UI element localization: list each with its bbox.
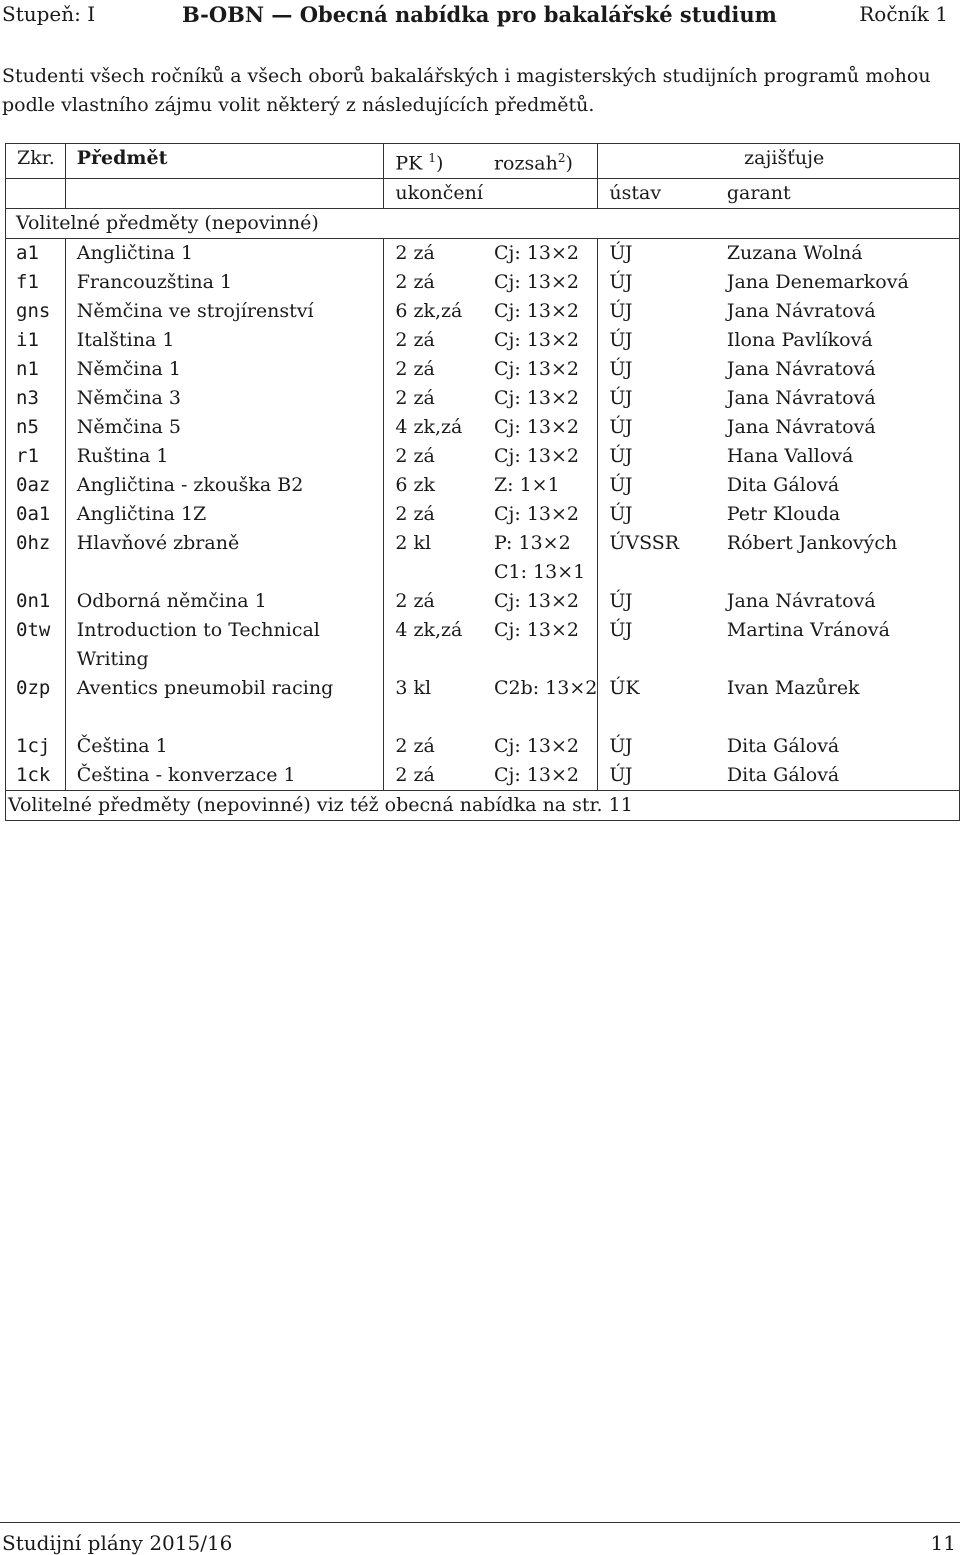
course-name: Introduction to Technical Writing bbox=[65, 616, 384, 674]
course-institute: ÚJ bbox=[609, 474, 633, 497]
course-garant: Dita Gálová bbox=[716, 471, 960, 500]
course-garant: Ilona Pavlíková bbox=[716, 326, 960, 355]
head-predmet: Předmět bbox=[65, 144, 384, 179]
course-name: Němčina 1 bbox=[65, 355, 384, 384]
course-name: Aventics pneumobil racing bbox=[65, 674, 384, 703]
course-range-secondary: C1: 13×1 bbox=[493, 561, 586, 584]
course-pk: 2 zá bbox=[395, 764, 435, 787]
page-number: 11 bbox=[930, 1531, 956, 1555]
table-head-row-2 bbox=[6, 179, 960, 209]
course-range-primary: Cj: 13×2 bbox=[493, 329, 580, 352]
course-range bbox=[483, 761, 598, 791]
course-range bbox=[483, 326, 598, 355]
course-name: Němčina 5 bbox=[65, 413, 384, 442]
course-garant: Dita Gálová bbox=[716, 761, 960, 791]
table-row bbox=[6, 442, 960, 471]
course-pk: 2 zá bbox=[395, 329, 435, 352]
course-pk: 2 zá bbox=[395, 590, 435, 613]
course-range bbox=[483, 732, 598, 761]
course-range bbox=[483, 529, 598, 587]
course-garant: Hana Vallová bbox=[716, 442, 960, 471]
course-range-primary: Cj: 13×2 bbox=[493, 271, 580, 294]
course-range bbox=[483, 384, 598, 413]
table-row bbox=[6, 732, 960, 761]
course-range bbox=[483, 500, 598, 529]
footer-title: Studijní plány 2015/16 bbox=[2, 1531, 233, 1555]
table-row bbox=[6, 297, 960, 326]
course-name: Angličtina 1Z bbox=[65, 500, 384, 529]
course-name: Němčina ve strojírenství bbox=[65, 297, 384, 326]
course-institute: ÚJ bbox=[609, 503, 633, 526]
course-range-primary: Z: 1×1 bbox=[493, 474, 560, 497]
course-code: 0hz bbox=[6, 529, 66, 587]
course-name: Čeština - konverzace 1 bbox=[65, 761, 384, 791]
head-pk: PK $^1$) bbox=[384, 144, 483, 179]
course-code: n3 bbox=[6, 384, 66, 413]
table-row bbox=[6, 471, 960, 500]
course-range-primary: Cj: 13×2 bbox=[493, 445, 580, 468]
table-row bbox=[6, 268, 960, 297]
table-row bbox=[6, 674, 960, 703]
course-garant: Ivan Mazůrek bbox=[716, 674, 960, 703]
course-garant: Róbert Jankových bbox=[716, 529, 960, 587]
table-head-row-1 bbox=[6, 144, 960, 179]
course-garant: Dita Gálová bbox=[716, 732, 960, 761]
course-range bbox=[483, 674, 598, 703]
course-pk: 3 kl bbox=[395, 677, 432, 700]
course-code: a1 bbox=[6, 239, 66, 269]
course-institute: ÚJ bbox=[609, 735, 633, 758]
courses-table bbox=[5, 143, 960, 821]
course-range-primary: Cj: 13×2 bbox=[493, 503, 580, 526]
course-name: Hlavňové zbraně bbox=[65, 529, 384, 587]
course-range-primary: P: 13×2 bbox=[493, 532, 571, 555]
course-pk: 2 zá bbox=[395, 358, 435, 381]
section-row bbox=[6, 209, 960, 239]
course-name: Italština 1 bbox=[65, 326, 384, 355]
course-range-primary: Cj: 13×2 bbox=[493, 300, 580, 323]
course-name: Odborná němčina 1 bbox=[65, 587, 384, 616]
course-garant: Jana Návratová bbox=[716, 413, 960, 442]
course-pk: 2 zá bbox=[395, 445, 435, 468]
header-year: Ročník 1 bbox=[859, 2, 948, 26]
course-code: 0zp bbox=[6, 674, 66, 703]
course-institute: ÚJ bbox=[609, 416, 633, 439]
course-code: i1 bbox=[6, 326, 66, 355]
course-pk: 4 zk,zá bbox=[395, 619, 463, 642]
course-garant: Jana Návratová bbox=[716, 587, 960, 616]
course-garant: Zuzana Wolná bbox=[716, 239, 960, 269]
course-range bbox=[483, 239, 598, 269]
course-code: gns bbox=[6, 297, 66, 326]
course-range-primary: Cj: 13×2 bbox=[493, 735, 580, 758]
table-row bbox=[6, 529, 960, 587]
course-code: 0n1 bbox=[6, 587, 66, 616]
course-institute: ÚJ bbox=[609, 300, 633, 323]
course-garant: Petr Klouda bbox=[716, 500, 960, 529]
course-code: 0tw bbox=[6, 616, 66, 674]
course-garant: Jana Návratová bbox=[716, 384, 960, 413]
course-institute: ÚJ bbox=[609, 764, 633, 787]
course-range-primary: Cj: 13×2 bbox=[493, 387, 580, 410]
course-name: Angličtina 1 bbox=[65, 239, 384, 269]
table-row bbox=[6, 355, 960, 384]
course-code: n1 bbox=[6, 355, 66, 384]
course-institute: ÚJ bbox=[609, 590, 633, 613]
course-name: Francouzština 1 bbox=[65, 268, 384, 297]
course-pk: 4 zk,zá bbox=[395, 416, 463, 439]
table-row bbox=[6, 500, 960, 529]
course-institute: ÚJ bbox=[609, 271, 633, 294]
table-footnote: Volitelné předměty (nepovinné) viz též obecná nabídka na str. 11 bbox=[6, 791, 960, 821]
header-level: Stupeň: I bbox=[2, 2, 96, 26]
table-row bbox=[6, 616, 960, 674]
course-pk: 2 zá bbox=[395, 271, 435, 294]
course-institute: ÚJ bbox=[609, 387, 633, 410]
head-rozsah: rozsah$^2$) bbox=[483, 144, 598, 179]
head-ukonceni: ukončení bbox=[384, 179, 483, 209]
course-code: 0az bbox=[6, 471, 66, 500]
course-pk: 6 zk,zá bbox=[395, 300, 463, 323]
course-range bbox=[483, 587, 598, 616]
course-pk: 2 zá bbox=[395, 387, 435, 410]
page-footer bbox=[0, 1522, 960, 1555]
intro-text: Studenti všech ročníků a všech oborů bakalářských i magisterských studijních programů mohou podle vlastního zájmu volit některý z následujících předmětů. bbox=[2, 65, 931, 116]
course-pk: 2 zá bbox=[395, 242, 435, 265]
course-name: Ruština 1 bbox=[65, 442, 384, 471]
course-code: 1cj bbox=[6, 732, 66, 761]
course-pk: 2 zá bbox=[395, 503, 435, 526]
course-garant: Martina Vránová bbox=[716, 616, 960, 674]
course-institute: ÚJ bbox=[609, 358, 633, 381]
course-range bbox=[483, 442, 598, 471]
course-institute: ÚVSSR bbox=[609, 532, 680, 555]
course-pk: 6 zk bbox=[395, 474, 435, 497]
table-row bbox=[6, 384, 960, 413]
course-range bbox=[483, 471, 598, 500]
course-range-primary: Cj: 13×2 bbox=[493, 358, 580, 381]
table-row bbox=[6, 239, 960, 269]
course-range bbox=[483, 268, 598, 297]
page-header bbox=[0, 0, 960, 28]
course-pk: 2 kl bbox=[395, 532, 432, 555]
course-code: r1 bbox=[6, 442, 66, 471]
course-code: f1 bbox=[6, 268, 66, 297]
course-name: Němčina 3 bbox=[65, 384, 384, 413]
course-institute: ÚJ bbox=[609, 619, 633, 642]
course-garant: Jana Návratová bbox=[716, 355, 960, 384]
course-range-primary: Cj: 13×2 bbox=[493, 242, 580, 265]
course-range bbox=[483, 297, 598, 326]
course-institute: ÚJ bbox=[609, 329, 633, 352]
course-range-primary: Cj: 13×2 bbox=[493, 590, 580, 613]
head-garant: garant bbox=[716, 179, 960, 209]
course-range-primary: Cj: 13×2 bbox=[493, 619, 580, 642]
head-zajistuje: zajišťuje bbox=[598, 144, 960, 179]
course-garant: Jana Denemarková bbox=[716, 268, 960, 297]
course-pk: 2 zá bbox=[395, 735, 435, 758]
course-code: n5 bbox=[6, 413, 66, 442]
section-title: Volitelné předměty (nepovinné) bbox=[6, 209, 960, 239]
course-range bbox=[483, 355, 598, 384]
course-range-primary: C2b: 13×2 bbox=[493, 677, 598, 700]
spacer-row bbox=[6, 703, 960, 732]
table-row bbox=[6, 761, 960, 791]
course-garant: Jana Návratová bbox=[716, 297, 960, 326]
head-zkr: Zkr. bbox=[6, 144, 66, 179]
table-row bbox=[6, 326, 960, 355]
course-range-primary: Cj: 13×2 bbox=[493, 764, 580, 787]
course-institute: ÚK bbox=[609, 677, 640, 700]
header-title: B-OBN — Obecná nabídka pro bakalářské studium bbox=[182, 2, 777, 27]
course-institute: ÚJ bbox=[609, 242, 633, 265]
course-range-primary: Cj: 13×2 bbox=[493, 416, 580, 439]
head-ustav: ústav bbox=[598, 179, 716, 209]
course-code: 1ck bbox=[6, 761, 66, 791]
course-name: Angličtina - zkouška B2 bbox=[65, 471, 384, 500]
table-row bbox=[6, 413, 960, 442]
course-range bbox=[483, 616, 598, 674]
table-footnote-row bbox=[6, 791, 960, 821]
course-institute: ÚJ bbox=[609, 445, 633, 468]
table-row bbox=[6, 587, 960, 616]
course-range bbox=[483, 413, 598, 442]
course-name: Čeština 1 bbox=[65, 732, 384, 761]
course-code: 0a1 bbox=[6, 500, 66, 529]
